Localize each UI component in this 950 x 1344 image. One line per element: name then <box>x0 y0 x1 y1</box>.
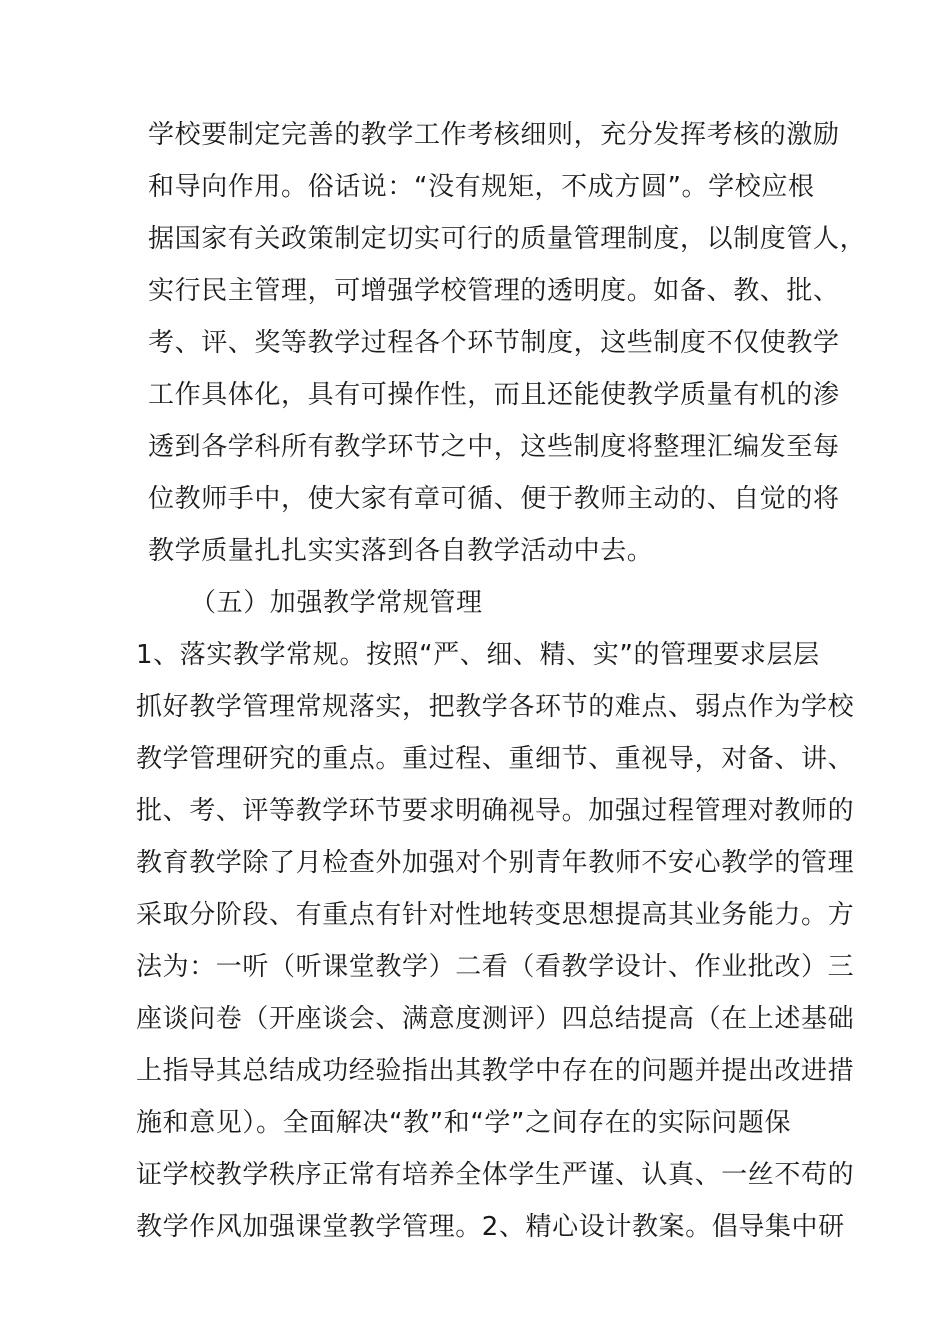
paragraph-2-line-7: 法为：一听（听课堂教学）二看（看教学设计、作业批改）三 <box>136 952 855 982</box>
paragraph-1-line-1: 学校要制定完善的教学工作考核细则，充分发挥考核的激励 <box>148 120 840 150</box>
paragraph-2-line-6: 采取分阶段、有重点有针对性地转变思想提高其业务能力。方 <box>136 900 855 930</box>
paragraph-1-line-3: 据国家有关政策制定切实可行的质量管理制度，以制度管人， <box>148 224 867 254</box>
paragraph-1-line-4: 实行民主管理，可增强学校管理的透明度。如备、教、批、 <box>148 276 840 306</box>
paragraph-1-line-8: 位教师手中，使大家有章可循、便于教师主动的、自觉的将 <box>148 484 840 514</box>
paragraph-1-line-2: 和导向作用。俗话说：“没有规矩，不成方圆”。学校应根 <box>148 172 815 202</box>
paragraph-1-line-5: 考、评、奖等教学过程各个环节制度，这些制度不仅使教学 <box>148 328 840 358</box>
paragraph-2-line-8: 座谈问卷（开座谈会、满意度测评）四总结提高（在上述基础 <box>136 1004 855 1034</box>
paragraph-2-line-3: 教学管理研究的重点。重过程、重细节、重视导，对备、讲、 <box>136 744 855 774</box>
paragraph-2-line-11: 证学校教学秩序正常有培养全体学生严谨、认真、一丝不苟的 <box>136 1160 855 1190</box>
paragraph-2-line-4: 批、考、评等教学环节要求明确视导。加强过程管理对教师的 <box>136 796 855 826</box>
paragraph-1-line-6: 工作具体化，具有可操作性，而且还能使教学质量有机的渗 <box>148 380 840 410</box>
paragraph-2-line-12: 教学作风加强课堂教学管理。2、精心设计教案。倡导集中研 <box>136 1212 845 1242</box>
paragraph-2-line-10: 施和意见）。全面解决“教”和“学”之间存在的实际问题保 <box>136 1108 792 1138</box>
section-heading: （五）加强教学常规管理 <box>190 588 483 618</box>
paragraph-2-line-9: 上指导其总结成功经验指出其教学中存在的问题并提出改进措 <box>136 1056 855 1086</box>
paragraph-2-line-1: 1、落实教学常规。按照“严、细、精、实”的管理要求层层 <box>136 640 820 670</box>
paragraph-1-line-9: 教学质量扎扎实实落到各自教学活动中去。 <box>148 536 654 566</box>
paragraph-2-line-5: 教育教学除了月检查外加强对个别青年教师不安心教学的管理 <box>136 848 855 878</box>
paragraph-1-line-7: 透到各学科所有教学环节之中，这些制度将整理汇编发至每 <box>148 432 840 462</box>
paragraph-2-line-2: 抓好教学管理常规落实，把教学各环节的难点、弱点作为学校 <box>136 692 855 722</box>
